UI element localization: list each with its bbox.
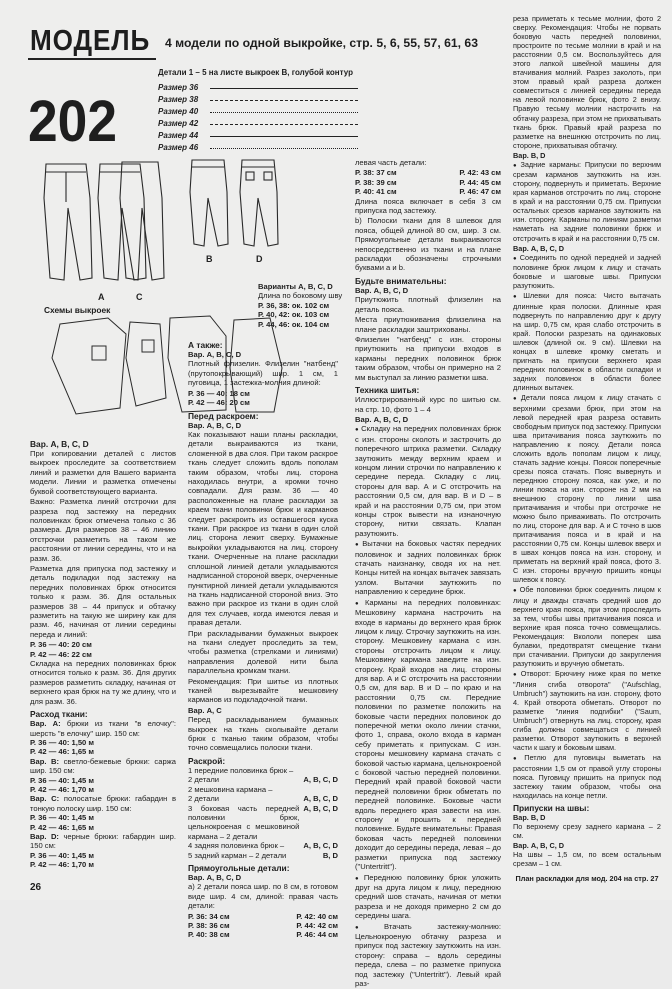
paragraph: ● Задние карманы: Припуски по верхним срезам карманов заутюжить на изн. сторону, подвернуть и приметать. Верхние края карманов отстрочить по лиц. стороне в край и на расстоянии 0,75 см. Припуски остальных срезов карманов заутюжить на изн. сторону. Карманы по линиям разметки наметать на задние половинки брюк и отстрочить в край и на расстоянии 0,75 см.: [513, 160, 661, 243]
variant-label: Вар. А, В, С, D: [513, 243, 565, 253]
size-legend-36: [158, 83, 358, 94]
paragraph: Складка на передних половинках брюк относится только к разм. 36. Для других размеров разметить складку, начиная от верхнего края брюк на ту же длину, что и для разм. 36.: [30, 659, 176, 706]
value-line: Р. 42 — 46: 1,70 м: [30, 860, 94, 870]
size-legend-40: [158, 107, 358, 118]
variant-letter-a: A: [98, 292, 105, 302]
paragraph: Важно: Разметка линий отстрочки для разреза под застежку на передних половинках брюк отмечена только с 36 размера. Для размеров 38 – 46 линию отстрочки разметить на таком же расстоянии от линии середины, что и на разм. 36.: [30, 497, 176, 563]
fabric-item: [30, 794, 176, 813]
cut-item-name: 2 детали: [188, 775, 220, 785]
variant-label: Вар. А, В, С, D: [355, 414, 409, 424]
page-title: 4 модели по одной выкройке, стр. 5, 6, 55, 57, 61, 63: [165, 36, 478, 50]
cut-item-name: 5 задний карман – 2 детали: [188, 850, 287, 860]
cut-list-item: [188, 851, 338, 860]
column-4: [513, 14, 661, 884]
value-line: Р. 36 — 40: 1,45 м: [30, 850, 94, 860]
cut-item-vars: А, В, С, D: [303, 775, 338, 785]
measure-value: Р. 42: 43 см: [459, 168, 501, 178]
fabric-var: Вар. С:: [30, 794, 60, 804]
paragraph: ● Отворот: Брючину ниже края по метке "Линия сгиба отворота" ("Aufschlag, Umbruch") заутюжить на изн. сторону, фото 4. Край отворота обметать. Отворот по разметке "линия подгибки" ("Saum, Umbruch") отвернуть на лиц. сторону, края сгиба должны совмещаться с линией разметки. Отворот заутюжить в верхней части к шагу и боковым швам.: [513, 669, 661, 752]
model-rule: [28, 58, 156, 60]
paragraph: левая часть детали:: [355, 158, 427, 167]
measure-value: Р. 36: 34 см: [188, 911, 230, 921]
size-legend-38: [158, 95, 358, 106]
paragraph: Длина пояса включает в себя 3 см припуска под застежку.: [355, 196, 501, 216]
size-line: [210, 148, 358, 149]
paragraph: ● Переднюю половинку брюк уложить друг на друга лицом к лицу, переднюю средний шов стачать, начиная от метки разреза и не доходя примерно 2 см до середины шага.: [355, 873, 501, 921]
value-line: Р. 36 — 40: 1,45 м: [30, 813, 94, 823]
size-legend-46: [158, 143, 358, 154]
size-label: Размер 38: [158, 95, 199, 104]
layout-plan-note: План раскладки для мод. 204 на стр. 27: [515, 874, 659, 884]
cut-item-vars: А, В, С, D: [303, 794, 338, 804]
cut-item-name: 3 боковая часть передней половинки брюк, цельнокроеная с мешковиной кармана – 2 детали: [188, 803, 300, 841]
paragraph: ● Шлевки для пояса: Чисто вытачать длинные края полоски. Длинные края подвернуть по направлению друг к другу на шир. 0,75 см, края слабо отстрочить в край. Полоски разрезать на одинаковых шлевок (длиной ок. 9 см). Шлевки на концах в шлевке кромку сметать и пригнать на припуски верхнего края передних половинок в области складки и задних половинок в области более длинных вытачек.: [513, 291, 661, 392]
measure-value: Р. 38: 36 см: [188, 921, 230, 931]
size-legend-42: [158, 119, 358, 130]
value-line: Р. 36 — 40: 20 см: [30, 640, 92, 650]
paragraph: При копировании деталей с листов выкроек проследите за соответствием линий и разметки для Вашего варианта модели. Линии и разметка отмечены буквой соответствующего варианта.: [30, 449, 176, 496]
paragraph: ● Складку на передних половинках брюк с изн. стороны сколоть и застрочить до поперечного штриха разметки. Складку заутюжить между верхним краем и концом линии строчки по направлению к середине переда. Складку с лиц. стороны для вар. А и С отстрочить на расстоянии 0,5 см, для вар. В и D – в край и на расстоянии 0,75 см, при этом концы строк вывести на изнаночную сторону, нитки связать. Клапан разутюжить.: [355, 424, 501, 538]
paragraph: ● Втачать застежку-молнию: Цельнокроеную обтачку разреза и припуск под застежку заутюжить на изн. сторону: справа – вдоль середины переда, слева – по разметке припуска под застежку ("Untertritt"). Левый край раз-: [355, 922, 501, 989]
cut-list-item: [188, 775, 338, 784]
measure-row: [355, 178, 501, 187]
size-line: [210, 88, 358, 89]
value-line: Р. 42 — 46: 1,70 м: [30, 784, 94, 794]
variant-label: Вар. А, В, С, D: [188, 420, 242, 430]
measure-value: Р. 40: 38 см: [188, 930, 230, 940]
variant-length-line: Р. 36, 38: ок. 102 см: [258, 300, 330, 310]
size-legend-44: [158, 131, 358, 142]
paragraph: По верхнему срезу заднего кармана – 2 см.: [513, 821, 661, 840]
cut-item-vars: А, В, С, D: [303, 803, 338, 813]
paragraph: При раскладывании бумажных выкроек на ткани следует проследить за тем, чтобы разметка (стрелками и линиями) направления долевой нити была параллельна кромкам ткани.: [188, 628, 338, 676]
fabric-item: [30, 832, 176, 851]
size-label: Размер 40: [158, 107, 199, 116]
fabric-item: [30, 757, 176, 776]
variant-letter-d: D: [256, 254, 263, 264]
column-1: [30, 436, 176, 870]
paragraph: ● Петлю для пуговицы выметать на расстоянии 1,5 см от правой углу стороны пояса. Пуговицу пришить на припуск под застежку таким образом, чтобы она находилась на конце петли.: [513, 753, 661, 800]
section-heading: Техника шитья:: [355, 385, 420, 396]
paragraph: Места приутюживания флизелина на плане раскладки заштрихованы.: [355, 315, 501, 334]
fabric-item: [30, 719, 176, 738]
model-label: МОДЕЛЬ: [30, 25, 151, 57]
variant-label: Вар. В, D: [513, 812, 546, 822]
variants-title: Варианты А, В, С, D: [258, 282, 333, 291]
fabric-desc: полосатые брюки: габардин в тонкую полоску шир. 150 см:: [30, 794, 176, 813]
variant-label: Вар. А, В, С, D: [355, 285, 409, 295]
size-line: [210, 112, 358, 113]
variant-label: Вар. А, В, С, D: [188, 350, 242, 360]
section-heading: Прямоугольные детали:: [188, 862, 290, 873]
size-label: Размер 44: [158, 131, 199, 140]
section-heading: Расход ткани:: [30, 709, 88, 720]
variant-letter-b: B: [206, 254, 213, 264]
fabric-var: Вар. D:: [30, 832, 59, 841]
schemes-label: Схемы выкроек: [44, 305, 111, 315]
measure-value: Р. 46: 47 см: [459, 187, 501, 197]
column-3: [355, 158, 501, 989]
fabric-var: Вар. А:: [30, 719, 61, 729]
variant-label: Вар. А, В, С, D: [513, 840, 565, 850]
measure-row: [355, 187, 501, 196]
size-line: [210, 136, 358, 137]
variant-length-line: Р. 40, 42: ок. 103 см: [258, 310, 330, 320]
fabric-desc: светло-бежевые брюки: саржа шир. 150 см:: [30, 756, 176, 776]
section-heading: Будьте внимательны:: [355, 275, 447, 286]
size-line: [210, 100, 358, 101]
paragraph: b) Полоски ткани для 8 шлевок для пояса, общей длиной 80 см, шир. 3 см. Прямоугольные детали выкраиваются непосредственно из ткани и на плане раскладки обозначены строчными буквами a и b.: [355, 216, 501, 273]
variant-label: Вар. А, С: [188, 705, 222, 715]
paragraph: ● Обе половинки брюк соединить лицом к лицу и дважды стачать средний шов до верхнего края пояса, при этом проследить за тем, чтобы швы притачивания пояса и верхние края пояса точно совмещались. Рекомендация: Вкололи поперек шва булавки, предотвратят смещение ткани при стачивании. Припуски до закругления разутюжить и вручную обметать.: [513, 585, 661, 668]
cut-item-vars: А, В, С, D: [303, 841, 338, 851]
value-line: Р. 36 — 40: 1,45 м: [30, 775, 94, 785]
cut-list-item: [188, 785, 338, 794]
size-label: Размер 42: [158, 119, 199, 128]
variants-subtitle: Длина по боковому шву: [258, 291, 343, 301]
cut-list-item: [188, 794, 338, 803]
paragraph: Приутюжить плотный флизелин на деталь пояса.: [355, 295, 501, 314]
paragraph: Иллюстрированный курс по шитью см. на стр. 10, фото 1 – 4: [355, 395, 501, 414]
paragraph: Флизелин "натбенд" с изн. стороны приутюжить на припуски входов в карманы передних половинок брюк таким образом, чтобы он примерно на 2 мм выступал за линию разметки шва.: [355, 334, 501, 382]
section-heading: Перед раскроем:: [188, 410, 259, 421]
measure-value: Р. 38: 37 см: [355, 168, 397, 178]
paragraph: ● Детали пояса лицом к лицу стачать с верхними срезами брюк, при этом на левой передней края разреза оставить свободным припуск под застежку. Припуски шва притачивания пояса заутюжить по направлению к поясу. Детали пояса сложить вдоль пополам лицом к лицу, стачать задние концы. Поясок поперечные срезы пояса стачать. Пояс вывернуть и переднюю сторону пояса, как уже, и по линии пояса на изн. стороне на 2 мм на внешнюю сторону по линии шва притачивания и чтобы при отстрочке не можно было приваживать. По отстрочить по лиц. стороне для вар. А и С точно в шов притачивания пояса и в край и на расстоянии 0,75 см. Концы шлевок вверх и в швах концов пояса на изн. сторону, и приметать на верхний край пояса, фото 3. С изн. стороны вручную пришить концы шлевок к поясу.: [513, 393, 661, 584]
page-number: 26: [30, 882, 42, 893]
fabric-var: Вар. В:: [30, 756, 60, 766]
section-heading: Раскрой:: [188, 755, 226, 766]
measure-value: Р. 44: 45 см: [459, 177, 501, 187]
value-line: Р. 36 — 40: 1,50 м: [30, 737, 94, 747]
cut-list-item: [188, 766, 338, 775]
measure-value: Р. 46: 44 см: [296, 930, 338, 940]
size-label: Размер 36: [158, 83, 199, 92]
size-line: [210, 124, 358, 125]
measure-value: Р. 44: 42 см: [296, 921, 338, 931]
fabric-desc: черные брюки: габардин шир. 150 см:: [30, 832, 176, 851]
paragraph: Плотный флизелин. Флизелин "натбенд" (прутопокрывающий) шир. 1 см, 1 пуговица, 1 застежка-молния длиной:: [188, 359, 338, 388]
paragraph: Рекомендация: При шитье из плотных тканей вырезывайте мешковину карманов из подкладочной ткани.: [188, 676, 338, 705]
paragraph: Перед раскладыванием бумажных выкроек на ткань сколывайте детали брюк с тканью таким образом, чтобы точно совмещались полоски ткани.: [188, 715, 338, 753]
paragraph: ● Вытачки на боковых частях передних половинок и задних половинках брюк стачать наизнанку, сводя их на нет. Концы нитей на концах вытачек завязать узлом. Вытачки заутюжить по направлению к середине брюк.: [355, 539, 501, 596]
measure-row: [188, 921, 338, 930]
paragraph: ● Карманы на передних половинках: Мешковину кармана настрочить на входе в карманы до верхнего края брюк лицом к лицу. Строчку заутюжить на изн. сторону. Мешковину кармана с изн. стороны отстрочить лицом к лицу. Мешковину кармана заведите на изн. сторону. Край входов на лиц. стороны для вар. А и С отстрочить на расстоянии 0,5 см, для вар. В и D – по краю и на расстоянии 0,75 см. Передние половинки по разметке положить на боковые части передних половинок до поперечной метки около линии стачки, фото 1, справа, около входа в карман себу приметать к припускам. С изн. стороны мешковину кармана стачать с боковой частью кармана, цельнокроеной с боковой частью передней половинки. Передний край правой боковой части передней половинки брюк обметать по передней половинке. Боковые части вдоль переднего края завести на изн. сторону и прошить к передней половинке. Будьте внимательны: Правая боковая часть передней половинки доходит до середины переда, левая – до разметки припуска под застежку ("Untertritt").: [355, 598, 501, 872]
section-heading: А также:: [188, 340, 223, 350]
section-heading: Вар. А, В, С, D: [30, 439, 89, 449]
fabric-desc: брюки из ткани "в елочку": шерсть "в елочку" шир. 150 см:: [30, 719, 176, 738]
sizes-note: Детали 1 – 5 на листе выкроек В, голубой контур: [158, 68, 353, 77]
cut-list-item: [188, 841, 338, 850]
paragraph: реза приметать к тесьме молнии, фото 2 сверху. Рекомендация: Чтобы не порвать боковую часть передней половинки, простроите по тесьме молнии в край и на расстоянии 0,5 см. Воспользуйтесь для этого лапкой швейной машины для втачивания молний. Разрез заколоть, при этом правый край разреза должен совместиться с линией середины переда на левой половинке брюк, фото 2 внизу. Правую тесьму молнии настрочить на обтачку разреза, при этом не прихватывать ткань брюк. Правый край разреза по разметке на внешнюю отстрочить по лиц. стороне, прихватывая обтачку.: [513, 14, 661, 150]
section-heading: Припуски на швы:: [513, 802, 590, 813]
paragraph: ● Соединить по одной передней и задней половинке брюк лицом к лицу и стачать боковые и шаговые швы. Припуски разутюжить.: [513, 253, 661, 291]
variants-box: [258, 282, 354, 329]
measure-value: Р. 38: 39 см: [355, 177, 397, 187]
paragraph: Как показывают наши планы раскладки, детали выкраиваются из ткани, сложенной в два слоя. При таком раскрое ткань следует сложить вдоль пополам таким образом, чтобы лиц. сторона находилась внутри, а кромки точно совпадали. Для разм. 36 — 40 расположенные на плане раскладки за краем ткани половинки брюк и карманов следует раскроить из оставшегося куска ткани. При раскрое из ткани в один слой лиц. сторона лежит сверху. Бумажные выкройки укладываются на лиц. сторону ткани. Очерченные на плане раскладки сплошной линией детали укладываются надписанной стороной вверх, очерченные пунктирной линией детали укладываются на ткань надписанной стороной вниз. Это важно при раскрое из ткани в один слой для тех случаев, когда имеются левая и правая детали.: [188, 430, 338, 628]
column-2: [188, 337, 338, 940]
value-line: Р. 42 — 46: 1,65 м: [30, 822, 94, 832]
value-line: Р. 42 — 46: 22 см: [30, 649, 92, 659]
measure-value: Р. 42: 40 см: [296, 911, 338, 921]
variant-length-line: Р. 44, 46: ок. 104 см: [258, 319, 330, 329]
measure-value: Р. 40: 41 см: [355, 187, 397, 197]
cut-item-vars: В, D: [322, 850, 338, 860]
cut-list-item: [188, 804, 338, 842]
value-line: Р. 42 — 46: 1,65 м: [30, 747, 94, 757]
size-label: Размер 46: [158, 143, 199, 152]
variant-letter-c: C: [136, 292, 143, 302]
cut-item-name: 2 детали: [188, 794, 220, 804]
variant-label: Вар. А, В, С, D: [188, 873, 242, 883]
paragraph: Разметка для припуска под застежку и деталь подкладки под застежку на передних половинках брюк относится только к разм. 36. Для остальных размеров 38 – 44 припуск и обтачку разметить на такую же ширину как для разм. 46, начиная от линии середины переда и линий:: [30, 563, 176, 639]
cut-item-name: 4 задняя половинка брюк –: [188, 841, 285, 851]
paragraph: а) 2 детали пояса шир. по 8 см, в готовом виде шир. 4 см, длиной: правая часть детали:: [188, 882, 338, 911]
model-number: 202: [28, 89, 118, 154]
variant-label: Вар. В, D: [513, 150, 546, 160]
measure-row: [355, 168, 501, 177]
measure-row: [188, 912, 338, 921]
paragraph: На швы – 1,5 см, по всем остальным срезам – 1 см.: [513, 849, 661, 869]
cut-item-name: 2 мешковина кармана –: [188, 784, 273, 794]
value-line: Р. 42 — 46: 20 см: [188, 398, 250, 408]
measure-row: [188, 930, 338, 939]
cut-item-name: 1 передние половинка брюк –: [188, 765, 294, 775]
value-line: Р. 36 — 40: 18 см: [188, 388, 250, 398]
